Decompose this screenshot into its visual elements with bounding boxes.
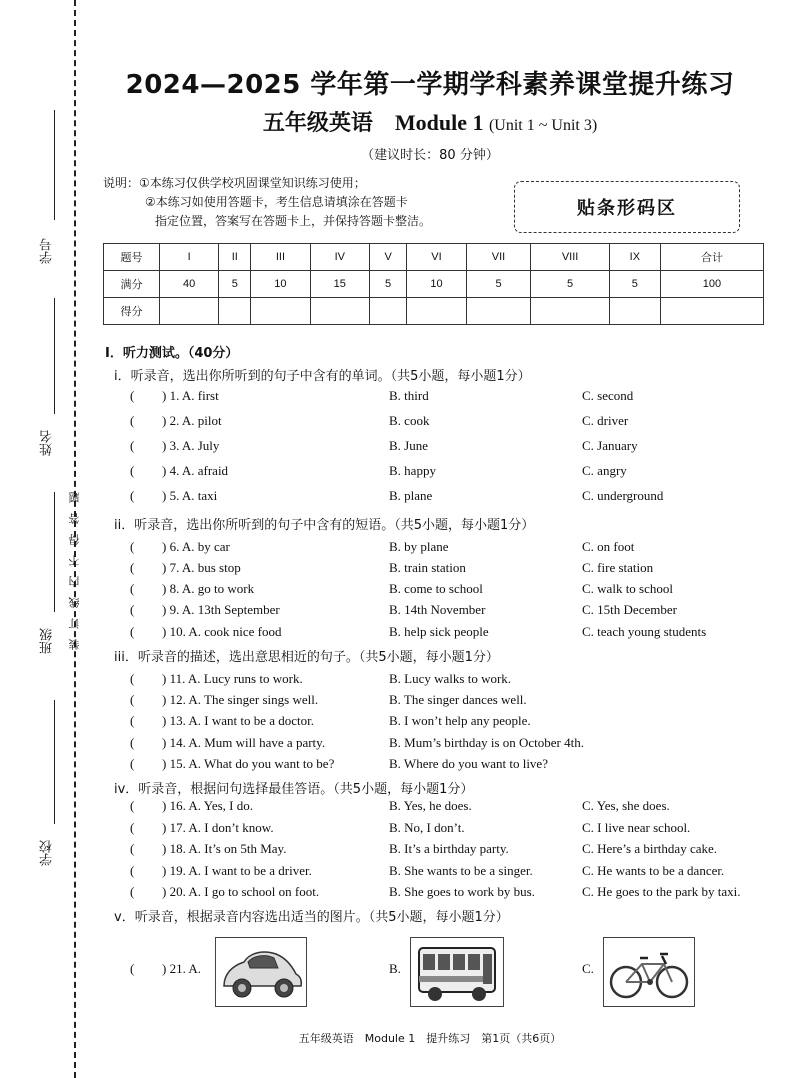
- question-option-b: B. train station: [389, 560, 466, 575]
- score-table: [103, 243, 764, 325]
- question-number-text: ) 17. A. I don’t know.: [162, 820, 274, 835]
- subtitle-grade: 五年级英语: [262, 111, 373, 136]
- score-input-cell[interactable]: [251, 298, 310, 325]
- cell: 5: [466, 271, 531, 298]
- question-option-b: B. June: [389, 438, 428, 453]
- score-table-got-row: [104, 298, 764, 325]
- cell: I: [160, 244, 219, 271]
- part-title: iv．听录音，根据问句选择最佳答语。（共5小题，每小题1分）: [114, 782, 474, 797]
- score-input-cell[interactable]: [609, 298, 660, 325]
- question-option-b: B. No, I don’t.: [389, 820, 465, 835]
- score-input-cell[interactable]: [466, 298, 531, 325]
- cell: 满分: [104, 271, 160, 298]
- question-number-text: ) 21. A.: [162, 961, 201, 976]
- cell: V: [369, 244, 406, 271]
- question-number-text: ) 15. A. What do you want to be?: [162, 756, 335, 771]
- question-number-text: ) 6. A. by car: [162, 539, 230, 554]
- cell: 40: [160, 271, 219, 298]
- question-option-c: C. fire station: [582, 560, 654, 575]
- score-table-full-row: [104, 271, 764, 298]
- answer-bracket[interactable]: (: [130, 756, 135, 771]
- question-option-b: B. help sick people: [389, 624, 489, 639]
- answer-bracket[interactable]: (: [130, 539, 135, 554]
- instruction-line-1: 说明：①本练习仅供学校巩固课堂知识练习使用；: [103, 176, 366, 190]
- question-number-text: ) 19. A. I want to be a driver.: [162, 863, 312, 878]
- class-line: [54, 492, 55, 612]
- answer-bracket[interactable]: (: [130, 488, 135, 503]
- cell: II: [219, 244, 251, 271]
- name-line: [54, 298, 55, 414]
- school-line: [54, 700, 55, 824]
- question-option-b: B. happy: [389, 463, 436, 478]
- score-input-cell[interactable]: [369, 298, 406, 325]
- score-input-cell[interactable]: [531, 298, 609, 325]
- answer-bracket[interactable]: (: [130, 884, 135, 899]
- answer-bracket[interactable]: (: [130, 581, 135, 596]
- bus-icon: [411, 938, 503, 1006]
- question-option-b: B. It’s a birthday party.: [389, 841, 509, 856]
- question-number-text: ) 7. A. bus stop: [162, 560, 241, 575]
- answer-bracket[interactable]: (: [130, 798, 135, 813]
- question-option-c: C. Yes, she does.: [582, 798, 670, 813]
- score-input-cell[interactable]: [160, 298, 219, 325]
- question-option-b: B. third: [389, 388, 429, 403]
- page-title: 2024—2025 学年第一学期学科素养课堂提升练习: [125, 70, 735, 100]
- instruction-line-2: ②本练习如使用答题卡，考生信息请填涂在答题卡: [145, 195, 408, 209]
- question-number-text: ) 2. A. pilot: [162, 413, 222, 428]
- question-option-b: B. Where do you want to live?: [389, 756, 548, 771]
- answer-bracket[interactable]: (: [130, 735, 135, 750]
- binding-warning: 装订线内不得答题: [68, 482, 81, 650]
- score-table-header-row: [104, 244, 764, 271]
- answer-bracket[interactable]: (: [130, 388, 135, 403]
- suggested-duration: （建议时长：80 分钟）: [361, 148, 499, 163]
- car-picture[interactable]: [215, 937, 307, 1007]
- question-option-c: C. I live near school.: [582, 820, 691, 835]
- part-title: ii．听录音，选出你所听到的句子中含有的短语。（共5小题，每小题1分）: [114, 518, 535, 533]
- question-option-c: C. on foot: [582, 539, 635, 554]
- score-input-cell[interactable]: [660, 298, 763, 325]
- question-option-c: C. January: [582, 438, 638, 453]
- question-option-c: C. He goes to the park by taxi.: [582, 884, 741, 899]
- question-option-c: C. angry: [582, 463, 627, 478]
- cell: 合计: [660, 244, 763, 271]
- barcode-area: 贴条形码区: [514, 181, 740, 233]
- question-number-text: ) 10. A. cook nice food: [162, 624, 282, 639]
- question-option-b: B. by plane: [389, 539, 449, 554]
- question-number-text: ) 1. A. first: [162, 388, 219, 403]
- answer-bracket[interactable]: (: [130, 413, 135, 428]
- instruction-line-3: 指定位置，答案写在答题卡上，并保持答题卡整洁。: [155, 214, 432, 228]
- cell: 10: [407, 271, 466, 298]
- question-number-text: ) 5. A. taxi: [162, 488, 218, 503]
- question-option-b: B. Lucy walks to work.: [389, 671, 512, 686]
- answer-bracket[interactable]: (: [130, 841, 135, 856]
- question-number-text: ) 20. A. I go to school on foot.: [162, 884, 320, 899]
- answer-bracket[interactable]: (: [130, 671, 135, 686]
- question-option-c: C. He wants to be a dancer.: [582, 863, 725, 878]
- page-subtitle: [100, 106, 760, 137]
- cell: 5: [531, 271, 609, 298]
- answer-bracket[interactable]: (: [130, 961, 135, 976]
- question-option-c: C. driver: [582, 413, 629, 428]
- question-option-b: B. plane: [389, 488, 433, 503]
- question-option-b: B. 14th November: [389, 602, 486, 617]
- question-option-b: B.: [389, 961, 401, 976]
- part-title: i．听录音，选出你所听到的句子中含有的单词。（共5小题，每小题1分）: [114, 369, 531, 384]
- score-input-cell[interactable]: [310, 298, 369, 325]
- question-number-text: ) 8. A. go to work: [162, 581, 255, 596]
- question-option-c: C. Here’s a birthday cake.: [582, 841, 718, 856]
- cell: III: [251, 244, 310, 271]
- subtitle-module: Module 1: [394, 110, 484, 135]
- question-number-text: ) 16. A. Yes, I do.: [162, 798, 254, 813]
- question-number-text: ) 4. A. afraid: [162, 463, 229, 478]
- instructions: [103, 174, 431, 231]
- bicycle-picture[interactable]: [603, 937, 695, 1007]
- subtitle-units: (Unit 1 ~ Unit 3): [488, 117, 598, 134]
- part-title: v．听录音，根据录音内容选出适当的图片。（共5小题，每小题1分）: [114, 910, 509, 925]
- cell: VIII: [531, 244, 609, 271]
- class-label: 班级: [40, 628, 55, 654]
- cell: IV: [310, 244, 369, 271]
- question-number-text: ) 18. A. It’s on 5th May.: [162, 841, 287, 856]
- question-number-text: ) 12. A. The singer sings well.: [162, 692, 319, 707]
- answer-bracket[interactable]: (: [130, 463, 135, 478]
- cell: VI: [407, 244, 466, 271]
- question-number-text: ) 13. A. I want to be a doctor.: [162, 713, 314, 728]
- question-option-c: C. second: [582, 388, 634, 403]
- answer-bracket[interactable]: (: [130, 713, 135, 728]
- question-number-text: ) 9. A. 13th September: [162, 602, 280, 617]
- question-option-c: C.: [582, 961, 594, 976]
- question-option-b: B. I won’t help any people.: [389, 713, 531, 728]
- question-option-b: B. cook: [389, 413, 430, 428]
- score-input-cell[interactable]: [219, 298, 251, 325]
- question-option-c: C. 15th December: [582, 602, 677, 617]
- answer-bracket[interactable]: (: [130, 438, 135, 453]
- cell: 100: [660, 271, 763, 298]
- part-title: iii．听录音的描述，选出意思相近的句子。（共5小题，每小题1分）: [114, 650, 499, 665]
- question-option-b: B. She wants to be a singer.: [389, 863, 533, 878]
- cell: VII: [466, 244, 531, 271]
- bus-picture[interactable]: [410, 937, 504, 1007]
- answer-bracket[interactable]: (: [130, 692, 135, 707]
- question-option-b: B. Yes, he does.: [389, 798, 472, 813]
- cell: 5: [609, 271, 660, 298]
- question-option-b: B. She goes to work by bus.: [389, 884, 535, 899]
- answer-bracket[interactable]: (: [130, 560, 135, 575]
- question-option-c: C. teach young students: [582, 624, 707, 639]
- student-id-label: 学号: [40, 238, 55, 264]
- cell: 题号: [104, 244, 160, 271]
- answer-bracket[interactable]: (: [130, 820, 135, 835]
- cell: 得分: [104, 298, 160, 325]
- answer-bracket[interactable]: (: [130, 602, 135, 617]
- question-number-text: ) 3. A. July: [162, 438, 220, 453]
- answer-bracket[interactable]: (: [130, 863, 135, 878]
- cell: 5: [369, 271, 406, 298]
- car-icon: [216, 938, 306, 1006]
- section-1-title: I．听力测试。（40分）: [105, 346, 239, 361]
- question-number-text: ) 14. A. Mum will have a party.: [162, 735, 326, 750]
- student-id-line: [54, 110, 55, 220]
- question-option-c: C. underground: [582, 488, 664, 503]
- cell: IX: [609, 244, 660, 271]
- question-number-text: ) 11. A. Lucy runs to work.: [162, 671, 303, 686]
- cell: 5: [219, 271, 251, 298]
- bicycle-icon: [604, 938, 694, 1006]
- question-option-b: B. Mum’s birthday is on October 4th.: [389, 735, 584, 750]
- cell: 10: [251, 271, 310, 298]
- cell: 15: [310, 271, 369, 298]
- question-option-b: B. come to school: [389, 581, 483, 596]
- score-input-cell[interactable]: [407, 298, 466, 325]
- page-footer: 五年级英语 Module 1 提升练习 第1页（共6页）: [298, 1032, 562, 1045]
- question-option-b: B. The singer dances well.: [389, 692, 527, 707]
- answer-bracket[interactable]: (: [130, 624, 135, 639]
- name-label: 姓名: [40, 430, 55, 456]
- school-label: 学校: [40, 840, 55, 866]
- question-option-c: C. walk to school: [582, 581, 673, 596]
